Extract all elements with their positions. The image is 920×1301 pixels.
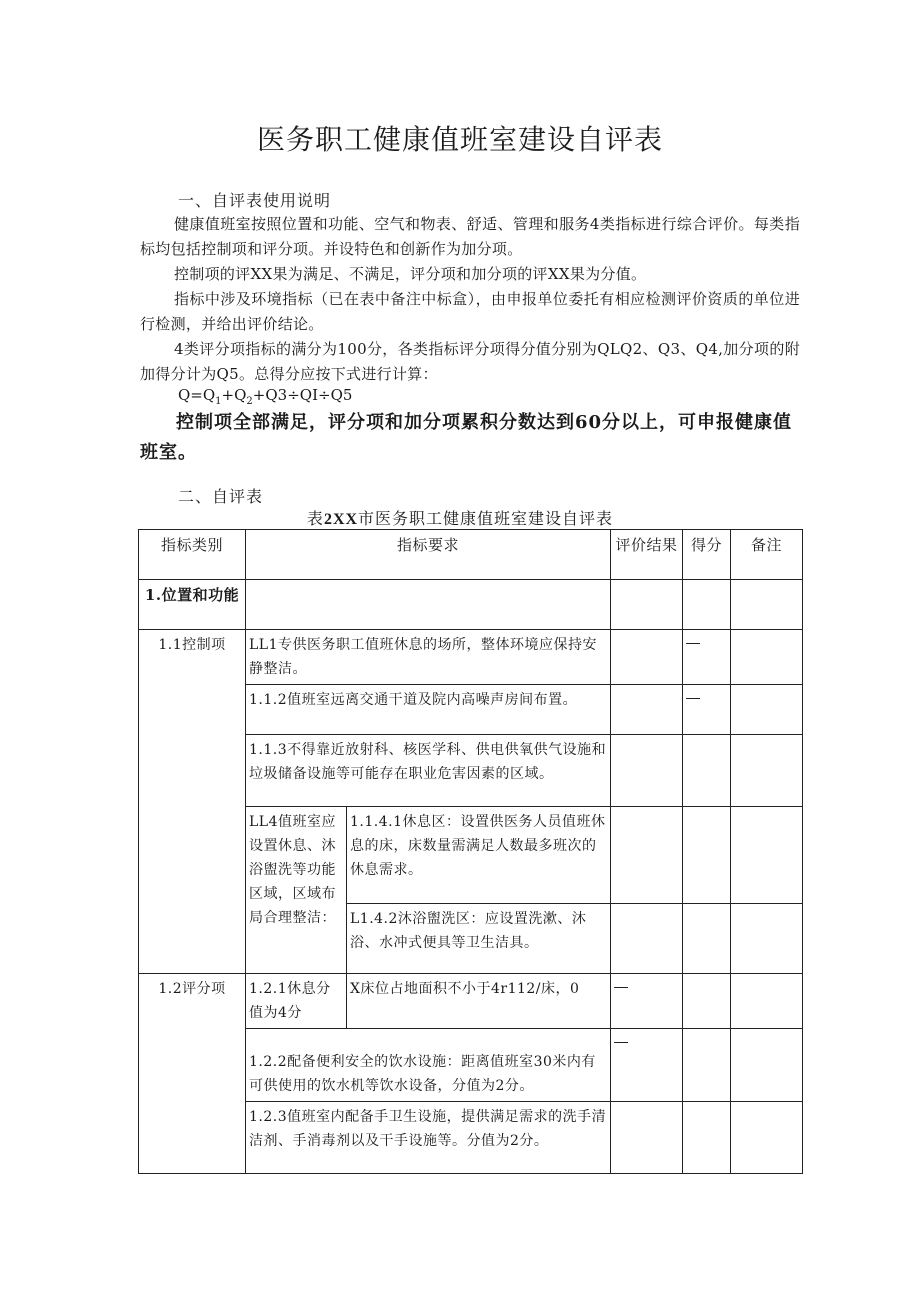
result-cell <box>611 735 683 807</box>
score-cell <box>683 807 731 904</box>
result-cell <box>611 580 683 630</box>
instruction-paragraph-1: 健康值班室按照位置和功能、空气和物表、舒适、管理和服务4类指标进行综合评价。每类指标均包括控制项和评分项。并设特色和创新作为加分项。 <box>140 215 800 258</box>
requirement-1-2-2: 1.2.2配备便利安全的饮水设施：距离值班室30米内有可供使用的饮水机等饮水设备，分值为2分。 <box>246 1029 611 1102</box>
category-1-2-cell: 1.2评分项 <box>139 974 246 1174</box>
requirement-1-1-4-1: 1.1.4.1休息区：设置供医务人员值班休息的床，床数量需满足人数最多班次的休息需求。 <box>347 807 611 904</box>
instruction-paragraph-2: 控制项的评XX果为满足、不满足，评分项和加分项的评XX果为分值。 <box>174 265 647 283</box>
remark-cell <box>731 580 803 630</box>
score-formula: $Q=Q_1+Q_2+Q3\div QI\div Q5$ <box>178 386 353 407</box>
result-cell <box>611 974 683 1029</box>
score-cell <box>683 580 731 630</box>
requirement-1-1-4-group: LL4值班室应设置休息、沐浴盥洗等功能区域，区域布局合理整洁： <box>246 807 347 974</box>
remark-cell <box>731 685 803 735</box>
result-cell <box>611 630 683 685</box>
category-1-cell: 1.位置和功能 <box>139 580 246 630</box>
requirement-1-2-1-text: X床位占地面积不小于4r112/床，0 <box>347 974 611 1029</box>
dash-mark <box>614 1042 628 1043</box>
score-cell <box>683 630 731 685</box>
requirement-1-1-1: LL1专供医务职工值班休息的场所，整体环境应保持安静整洁。 <box>246 630 611 685</box>
requirement-1-1-3: 1.1.3不得靠近放射科、核医学科、供电供氧供气设施和垃圾储备设施等可能存在职业危害因素的区域。 <box>246 735 611 807</box>
requirement-1-2-3: 1.2.3值班室内配备手卫生设施，提供满足需求的洗手清洁剂、手消毒剂以及干手设施等。分值为2分。 <box>246 1102 611 1174</box>
page-title: 医务职工健康值班室建设自评表 <box>256 123 663 156</box>
remark-cell <box>731 630 803 685</box>
remark-cell <box>731 1029 803 1102</box>
eligibility-note: 控制项全部满足，评分项和加分项累积分数达到60分以上，可申报健康值班室。 <box>140 412 793 463</box>
header-score: 得分 <box>683 530 731 580</box>
score-cell <box>683 685 731 735</box>
self-evaluation-table <box>138 529 803 1174</box>
table-row <box>139 580 803 630</box>
section-heading-self-eval: 二、自评表 <box>178 487 264 506</box>
result-cell <box>611 685 683 735</box>
requirement-1-2-1-label: 1.2.1休息分值为4分 <box>246 974 347 1029</box>
header-category: 指标类别 <box>139 530 246 580</box>
result-cell <box>611 1102 683 1174</box>
table-caption: 表2XX市医务职工健康值班室建设自评表 <box>306 509 614 528</box>
dash-mark <box>614 987 628 988</box>
result-cell <box>611 807 683 904</box>
section-heading-instructions: 一、自评表使用说明 <box>178 191 332 210</box>
dash-mark <box>686 643 700 644</box>
header-result: 评价结果 <box>611 530 683 580</box>
table-row <box>139 974 803 1029</box>
category-1-1-cell: 1.1控制项 <box>139 630 246 974</box>
result-cell <box>611 1029 683 1102</box>
remark-cell <box>731 807 803 904</box>
score-cell <box>683 735 731 807</box>
header-remark: 备注 <box>731 530 803 580</box>
dash-mark <box>686 698 700 699</box>
score-cell <box>683 1029 731 1102</box>
remark-cell <box>731 974 803 1029</box>
score-cell <box>683 1102 731 1174</box>
remark-cell <box>731 1102 803 1174</box>
result-cell <box>611 904 683 974</box>
empty-cell <box>246 580 611 630</box>
score-cell <box>683 904 731 974</box>
score-cell <box>683 974 731 1029</box>
requirement-1-1-2: 1.1.2值班室远离交通干道及院内高噪声房间布置。 <box>246 685 611 735</box>
table-row <box>139 630 803 685</box>
instruction-paragraph-4: 4类评分项指标的满分为100分，各类指标评分项得分值分别为QLQ2、Q3、Q4,加分项的附加得分计为Q5。总得分应按下式进行计算： <box>140 340 800 383</box>
instruction-paragraph-3: 指标中涉及环境指标（已在表中备注中标盒），由申报单位委托有相应检测评价资质的单位进行检测，并给出评价结论。 <box>140 290 800 333</box>
header-requirement: 指标要求 <box>246 530 611 580</box>
table-header-row <box>139 530 803 580</box>
remark-cell <box>731 735 803 807</box>
remark-cell <box>731 904 803 974</box>
requirement-1-1-4-2: L1.4.2沐浴盥洗区：应设置洗漱、沐浴、水冲式便具等卫生洁具。 <box>347 904 611 974</box>
